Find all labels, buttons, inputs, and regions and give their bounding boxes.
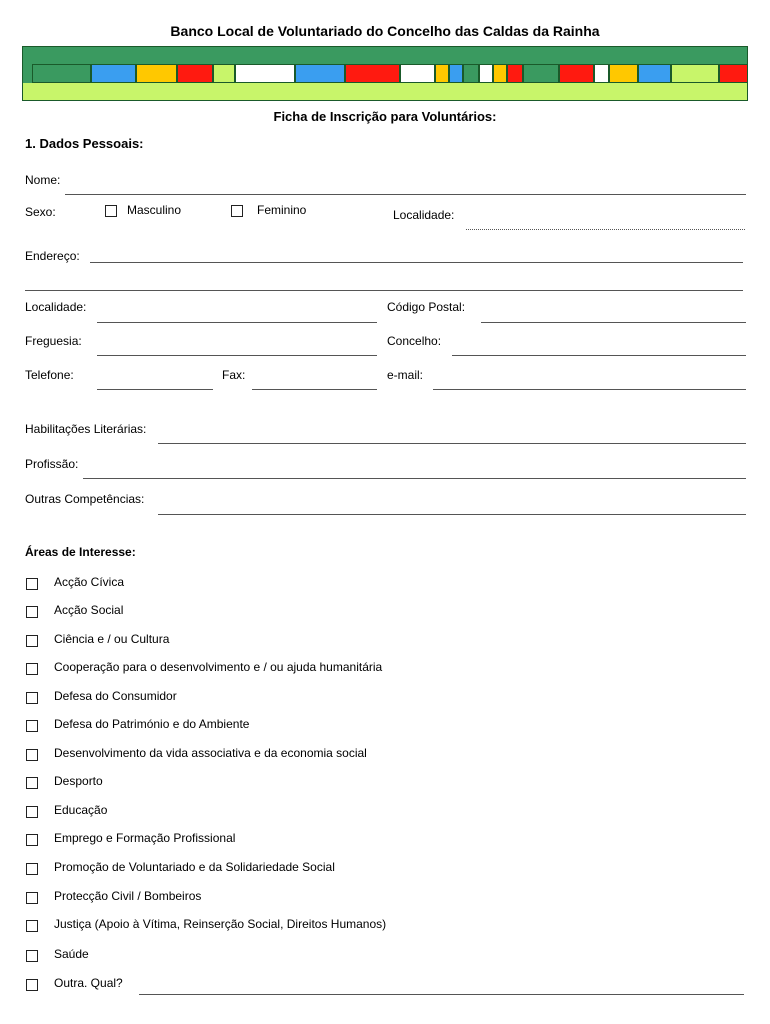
interest-label: Outra. Qual? bbox=[54, 976, 123, 990]
locality-top-field[interactable] bbox=[466, 229, 745, 230]
banner-block bbox=[295, 64, 345, 83]
interest-label: Defesa do Consumidor bbox=[54, 689, 177, 703]
interest-checkbox[interactable] bbox=[26, 892, 38, 904]
banner-block bbox=[345, 64, 400, 83]
banner-block bbox=[435, 64, 449, 83]
female-label: Feminino bbox=[257, 203, 307, 217]
banner-block bbox=[719, 64, 748, 83]
header-banner bbox=[22, 46, 748, 101]
interest-checkbox[interactable] bbox=[26, 578, 38, 590]
interest-label: Cooperação para o desenvolvimento e / ou ajuda humanitária bbox=[54, 660, 383, 674]
interest-checkbox[interactable] bbox=[26, 920, 38, 932]
interest-label: Defesa do Património e do Ambiente bbox=[54, 717, 250, 731]
interest-checkbox[interactable] bbox=[26, 806, 38, 818]
education-field[interactable] bbox=[158, 443, 746, 444]
banner-block bbox=[91, 64, 136, 83]
banner-block bbox=[449, 64, 463, 83]
interest-checkbox[interactable] bbox=[26, 979, 38, 991]
banner-block bbox=[463, 64, 479, 83]
interests-heading: Áreas de Interesse: bbox=[25, 545, 136, 559]
email-field[interactable] bbox=[433, 389, 746, 390]
interest-label: Acção Social bbox=[54, 603, 124, 617]
locality-field[interactable] bbox=[97, 322, 377, 323]
name-field[interactable] bbox=[65, 194, 746, 195]
education-label: Habilitações Literárias: bbox=[25, 422, 147, 436]
skills-label: Outras Competências: bbox=[25, 492, 145, 506]
personal-data-heading: 1. Dados Pessoais: bbox=[25, 136, 144, 151]
interest-label: Saúde bbox=[54, 947, 89, 961]
phone-label: Telefone: bbox=[25, 368, 74, 382]
fax-field[interactable] bbox=[252, 389, 377, 390]
locality-label: Localidade: bbox=[25, 300, 87, 314]
banner-block bbox=[235, 64, 295, 83]
locality-top-label: Localidade: bbox=[393, 208, 455, 222]
interest-label: Emprego e Formação Profissional bbox=[54, 831, 236, 845]
banner-block bbox=[177, 64, 213, 83]
interest-checkbox[interactable] bbox=[26, 863, 38, 875]
interest-label: Educação bbox=[54, 803, 108, 817]
fax-label: Fax: bbox=[222, 368, 246, 382]
interest-checkbox[interactable] bbox=[26, 663, 38, 675]
interest-label: Protecção Civil / Bombeiros bbox=[54, 889, 202, 903]
postal-code-field[interactable] bbox=[481, 322, 746, 323]
interest-checkbox[interactable] bbox=[26, 834, 38, 846]
profession-label: Profissão: bbox=[25, 457, 79, 471]
banner-block bbox=[136, 64, 177, 83]
male-label: Masculino bbox=[127, 203, 182, 217]
municipality-label: Concelho: bbox=[387, 334, 442, 348]
form-subtitle: Ficha de Inscrição para Voluntários: bbox=[273, 109, 497, 124]
interest-label: Ciência e / ou Cultura bbox=[54, 632, 170, 646]
female-checkbox[interactable] bbox=[231, 205, 243, 217]
phone-field[interactable] bbox=[97, 389, 213, 390]
interest-checkbox[interactable] bbox=[26, 950, 38, 962]
banner-block bbox=[671, 64, 719, 83]
banner-block bbox=[479, 64, 493, 83]
name-label: Nome: bbox=[25, 173, 61, 187]
skills-field[interactable] bbox=[158, 514, 746, 515]
interest-label: Desporto bbox=[54, 774, 103, 788]
male-checkbox[interactable] bbox=[105, 205, 117, 217]
interest-label: Acção Cívica bbox=[54, 575, 125, 589]
interest-checkbox[interactable] bbox=[26, 749, 38, 761]
banner-block bbox=[523, 64, 559, 83]
banner-block bbox=[400, 64, 435, 83]
parish-label: Freguesia: bbox=[25, 334, 82, 348]
interest-label: Justiça (Apoio à Vítima, Reinserção Social, Direitos Humanos) bbox=[54, 917, 387, 931]
interest-checkbox[interactable] bbox=[26, 692, 38, 704]
profession-field[interactable] bbox=[83, 478, 746, 479]
address-field[interactable] bbox=[90, 262, 743, 263]
postal-code-label: Código Postal: bbox=[387, 300, 466, 314]
banner-block bbox=[507, 64, 523, 83]
interest-checkbox[interactable] bbox=[26, 606, 38, 618]
banner-block bbox=[493, 64, 507, 83]
banner-block bbox=[32, 64, 91, 83]
banner-block bbox=[594, 64, 609, 83]
banner-block bbox=[559, 64, 594, 83]
interest-label: Promoção de Voluntariado e da Solidariedade Social bbox=[54, 860, 335, 874]
address-label: Endereço: bbox=[25, 249, 80, 263]
banner-block bbox=[213, 64, 235, 83]
interest-checkbox[interactable] bbox=[26, 635, 38, 647]
email-label: e-mail: bbox=[387, 368, 424, 382]
address-field-line2[interactable] bbox=[25, 290, 743, 291]
municipality-field[interactable] bbox=[452, 355, 746, 356]
interest-checkbox[interactable] bbox=[26, 777, 38, 789]
interest-label: Desenvolvimento da vida associativa e da economia social bbox=[54, 746, 367, 760]
parish-field[interactable] bbox=[97, 355, 377, 356]
sex-label: Sexo: bbox=[25, 205, 56, 219]
banner-lime-band bbox=[23, 83, 747, 101]
other-interest-field[interactable] bbox=[139, 994, 744, 995]
interest-checkbox[interactable] bbox=[26, 720, 38, 732]
banner-block bbox=[609, 64, 638, 83]
form-title: Banco Local de Voluntariado do Concelho das Caldas da Rainha bbox=[170, 23, 600, 39]
banner-block bbox=[638, 64, 671, 83]
